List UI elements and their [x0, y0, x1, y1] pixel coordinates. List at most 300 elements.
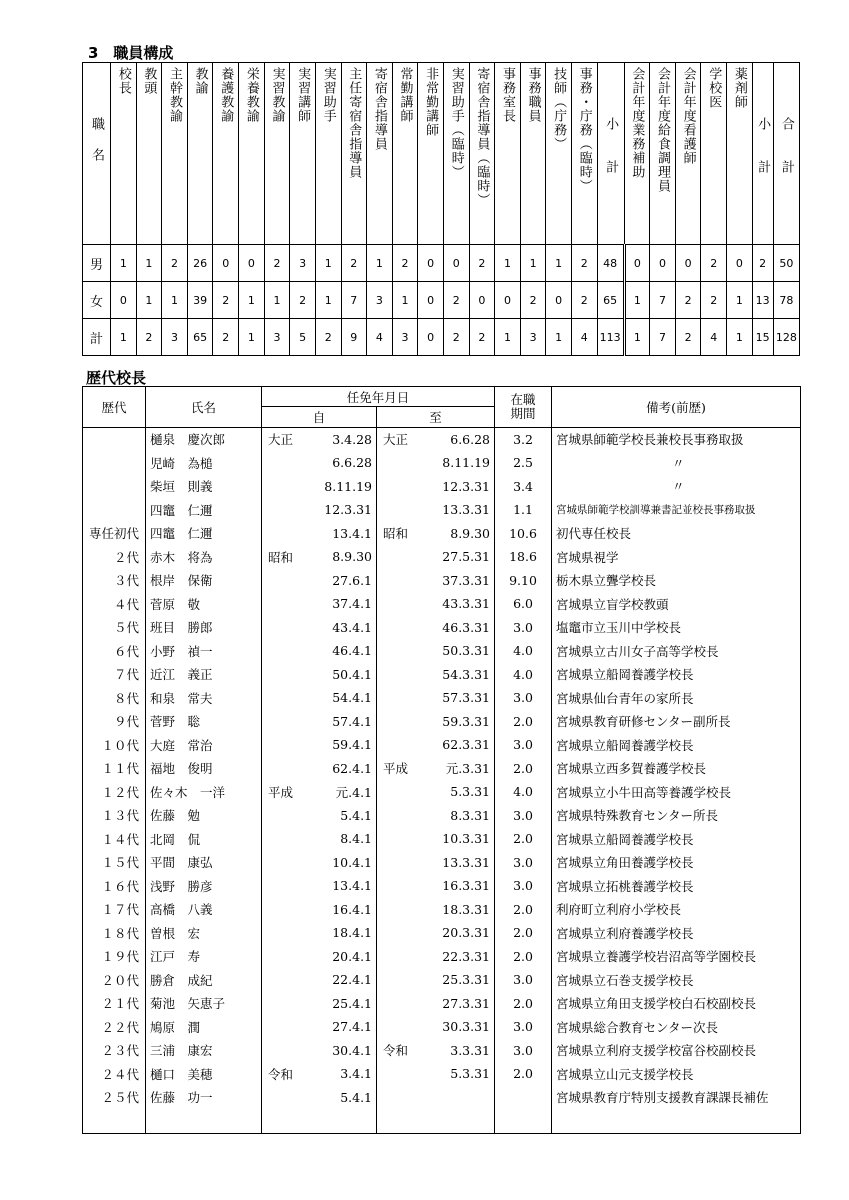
staff-cell: 2 [392, 245, 418, 282]
era-from-cell [262, 1086, 303, 1110]
col-remarks: 備考(前歴) [552, 387, 801, 428]
staff-cell: 0 [213, 245, 239, 282]
date-to-cell: 27.3.31 [418, 992, 495, 1016]
staff-col-header: 主任寄宿舎指導員 [341, 63, 367, 245]
generation-cell: ２３代 [83, 1039, 146, 1063]
staff-cell: 3 [367, 282, 393, 319]
remarks-cell: 宮城県特殊教育センター所長 [552, 804, 801, 828]
col-generation: 歴代 [83, 387, 146, 428]
staff-cell: 26 [187, 245, 213, 282]
staff-cell: 2 [520, 282, 546, 319]
generation-cell [83, 451, 146, 475]
staff-cell: 2 [341, 245, 367, 282]
principal-row [83, 498, 801, 522]
principal-row [83, 427, 801, 451]
name-cell: 根岸 保衛 [146, 569, 262, 593]
name-cell: 四竈 仁邇 [146, 498, 262, 522]
era-to-cell: 大正 [383, 432, 409, 448]
date-to-cell: 16.3.31 [418, 874, 495, 898]
staff-cell: 3 [392, 319, 418, 356]
tenure-cell: 2.0 [495, 1062, 552, 1086]
tenure-cell: 1.1 [495, 498, 552, 522]
staff-cell: 7 [650, 319, 676, 356]
generation-cell: １６代 [83, 874, 146, 898]
staff-cell: 0 [418, 282, 444, 319]
date-from-cell: 43.4.1 [303, 616, 377, 640]
staff-cell: 0 [111, 282, 137, 319]
era-to-cell [377, 945, 418, 969]
staff-cell: 2 [162, 245, 188, 282]
staff-col-header: 養護教諭 [213, 63, 239, 245]
tenure-cell: 2.0 [495, 827, 552, 851]
date-to-cell: 59.3.31 [418, 710, 495, 734]
staff-cell: 1 [546, 245, 572, 282]
filler-cell [377, 1109, 418, 1133]
date-from-cell: 5.4.1 [303, 1086, 377, 1110]
principal-row [83, 1062, 801, 1086]
remarks-cell: 宮城県立石巻支援学校長 [552, 968, 801, 992]
tenure-cell: 3.0 [495, 1015, 552, 1039]
staff-cell: 2 [213, 319, 239, 356]
staff-col-header: 小計 [597, 63, 624, 245]
date-to-cell: 8.9.30 [418, 522, 495, 546]
tenure-cell: 3.0 [495, 686, 552, 710]
tenure-cell: 2.0 [495, 945, 552, 969]
staff-cell: 2 [136, 319, 162, 356]
remarks-cell: 初代専任校長 [552, 522, 801, 546]
name-cell: 児崎 為槌 [146, 451, 262, 475]
staff-cell: 7 [650, 282, 676, 319]
col-from: 自 [262, 407, 377, 427]
principal-row [83, 945, 801, 969]
principal-row [83, 663, 801, 687]
staff-col-header: 寄宿舎指導員 [367, 63, 393, 245]
staff-col-header: 栄養教諭 [239, 63, 265, 245]
era-from-cell [262, 451, 303, 475]
filler-row [83, 1109, 801, 1133]
date-from-cell: 6.6.28 [303, 451, 377, 475]
remarks-cell: 宮城県立利府支援学校富谷校副校長 [552, 1039, 801, 1063]
staff-cell: 1 [624, 319, 650, 356]
staff-cell: 1 [727, 282, 753, 319]
principal-row [83, 757, 801, 781]
staff-cell: 0 [495, 282, 521, 319]
era-from-cell [262, 498, 303, 522]
staff-cell: 1 [111, 319, 137, 356]
date-to-cell: 元.3.31 [418, 757, 495, 781]
date-from-cell: 13.4.1 [303, 874, 377, 898]
era-from-cell [262, 569, 303, 593]
generation-cell: １２代 [83, 780, 146, 804]
date-from-cell: 22.4.1 [303, 968, 377, 992]
staff-cell: 2 [469, 319, 495, 356]
date-from-cell: 46.4.1 [303, 639, 377, 663]
staff-col-header: 会計年度業務補助 [624, 63, 650, 245]
date-from-cell: 54.4.1 [303, 686, 377, 710]
era-from-cell: 大正 [268, 432, 294, 448]
principal-row [83, 545, 801, 569]
name-cell: 赤木 将為 [146, 545, 262, 569]
name-cell: 大庭 常治 [146, 733, 262, 757]
staff-col-header: 常勤講師 [392, 63, 418, 245]
name-cell: 福地 俊明 [146, 757, 262, 781]
staff-col-header: 非常勤講師 [418, 63, 444, 245]
principal-row [83, 898, 801, 922]
staff-cell: 2 [290, 282, 316, 319]
tenure-cell: 4.0 [495, 639, 552, 663]
remarks-cell: 宮城県立小牛田高等養護学校長 [552, 780, 801, 804]
era-from-cell [262, 592, 303, 616]
generation-cell: ２代 [83, 545, 146, 569]
era-to-cell [377, 592, 418, 616]
staff-cell: 78 [773, 282, 799, 319]
era-to-cell [377, 1062, 418, 1086]
era-to-cell [377, 874, 418, 898]
staff-cell: 2 [675, 282, 701, 319]
staff-col-header: 実習助手 [315, 63, 341, 245]
era-to-cell [377, 475, 418, 499]
staff-col-header: 合計 [773, 63, 799, 245]
staff-cell: 1 [520, 245, 546, 282]
date-to-cell: 30.3.31 [418, 1015, 495, 1039]
col-to: 至 [377, 407, 495, 427]
tenure-cell: 10.6 [495, 522, 552, 546]
staff-col-header: 校長 [111, 63, 137, 245]
name-cell: 平間 康弘 [146, 851, 262, 875]
staff-cell: 5 [290, 319, 316, 356]
staff-cell: 2 [701, 245, 727, 282]
staff-cell: 2 [752, 245, 773, 282]
date-to-cell: 43.3.31 [418, 592, 495, 616]
generation-cell: ２１代 [83, 992, 146, 1016]
principal-row [83, 968, 801, 992]
staff-col-header: 実習講師 [290, 63, 316, 245]
staff-cell: 0 [443, 245, 469, 282]
era-from-cell [262, 639, 303, 663]
name-cell: 曽根 宏 [146, 921, 262, 945]
principal-row [83, 686, 801, 710]
generation-cell: ７代 [83, 663, 146, 687]
date-from-cell: 13.4.1 [303, 522, 377, 546]
tenure-cell: 3.0 [495, 851, 552, 875]
date-from-cell: 62.4.1 [303, 757, 377, 781]
staff-cell: 2 [315, 319, 341, 356]
staff-col-header: 技師（庁務） [546, 63, 572, 245]
generation-cell: １８代 [83, 921, 146, 945]
date-from-cell: 8.4.1 [303, 827, 377, 851]
staff-cell: 2 [571, 282, 597, 319]
filler-cell [146, 1109, 262, 1133]
col-name: 氏名 [146, 387, 262, 428]
generation-cell: ９代 [83, 710, 146, 734]
era-to-cell [377, 921, 418, 945]
name-cell: 佐藤 勉 [146, 804, 262, 828]
remarks-cell: 宮城県教育庁特別支援教育課課長補佐 [552, 1086, 801, 1110]
name-cell: 鳩原 潤 [146, 1015, 262, 1039]
principals-table [82, 386, 801, 1134]
staff-cell: 0 [624, 245, 650, 282]
staff-cell: 15 [752, 319, 773, 356]
staff-col-header: 薬剤師 [727, 63, 753, 245]
staff-cell: 0 [418, 319, 444, 356]
era-from-cell [262, 757, 303, 781]
staff-cell: 2 [469, 245, 495, 282]
remarks-cell: 宮城県立船岡養護学校長 [552, 663, 801, 687]
staff-col-header: 実習助手（臨時） [443, 63, 469, 245]
generation-cell: ８代 [83, 686, 146, 710]
staff-cell: 3 [264, 319, 290, 356]
section-title-staff: 3 職員構成 [88, 44, 174, 62]
staff-cell: 65 [597, 282, 624, 319]
era-to-cell [377, 569, 418, 593]
era-from-cell [262, 1039, 303, 1063]
staff-cell: 2 [443, 282, 469, 319]
staff-cell: 1 [367, 245, 393, 282]
principal-row [83, 710, 801, 734]
principal-row [83, 827, 801, 851]
remarks-cell: 宮城県立角田支援学校白石校副校長 [552, 992, 801, 1016]
era-to-cell [377, 968, 418, 992]
staff-cell: 2 [264, 245, 290, 282]
era-from-cell [262, 686, 303, 710]
date-to-cell: 25.3.31 [418, 968, 495, 992]
era-from-cell [262, 992, 303, 1016]
staff-cell: 0 [469, 282, 495, 319]
generation-cell: 専任初代 [83, 522, 146, 546]
date-to-cell: 62.3.31 [418, 733, 495, 757]
staff-cell: 1 [264, 282, 290, 319]
tenure-cell: 3.0 [495, 968, 552, 992]
staff-cell: 4 [701, 319, 727, 356]
era-from-cell: 平成 [268, 784, 294, 800]
remarks-cell: 宮城県師範学校長兼校長事務取扱 [552, 427, 801, 451]
date-to-cell: 46.3.31 [418, 616, 495, 640]
era-from-cell [262, 851, 303, 875]
name-cell: 勝倉 成紀 [146, 968, 262, 992]
remarks-cell: 宮城県立養護学校岩沼高等学園校長 [552, 945, 801, 969]
name-cell: 高橋 八義 [146, 898, 262, 922]
staff-cell: 7 [341, 282, 367, 319]
era-to-cell [377, 804, 418, 828]
remarks-cell: 宮城県視学 [552, 545, 801, 569]
staff-col-header: 事務職員 [520, 63, 546, 245]
date-to-cell: 5.3.31 [418, 780, 495, 804]
staff-cell: 1 [239, 282, 265, 319]
tenure-cell: 9.10 [495, 569, 552, 593]
date-from-cell: 27.4.1 [303, 1015, 377, 1039]
era-from-cell [262, 475, 303, 499]
date-to-cell: 37.3.31 [418, 569, 495, 593]
staff-cell: 2 [571, 245, 597, 282]
staff-cell: 3 [520, 319, 546, 356]
staff-row-header: 職名 [83, 63, 111, 245]
principal-row [83, 992, 801, 1016]
principal-row [83, 1086, 801, 1110]
staff-cell: 50 [773, 245, 799, 282]
principal-row [83, 522, 801, 546]
date-from-cell: 3.4.28 [303, 427, 377, 451]
remarks-cell: 宮城県総合教育センター次長 [552, 1015, 801, 1039]
generation-cell: ６代 [83, 639, 146, 663]
principal-row [83, 733, 801, 757]
generation-cell: ２５代 [83, 1086, 146, 1110]
era-from-cell: 令和 [268, 1066, 294, 1082]
staff-cell: 0 [650, 245, 676, 282]
date-from-cell: 16.4.1 [303, 898, 377, 922]
staff-cell: 1 [315, 282, 341, 319]
date-to-cell: 3.3.31 [418, 1039, 495, 1063]
staff-col-header: 小計 [752, 63, 773, 245]
date-to-cell: 6.6.28 [418, 427, 495, 451]
era-to-cell [377, 686, 418, 710]
generation-cell: ２２代 [83, 1015, 146, 1039]
staff-cell: 0 [546, 282, 572, 319]
era-from-cell [262, 522, 303, 546]
remarks-cell: 宮城県立利府養護学校長 [552, 921, 801, 945]
tenure-cell: 2.0 [495, 710, 552, 734]
generation-cell [83, 498, 146, 522]
era-to-cell [377, 663, 418, 687]
date-to-cell: 13.3.31 [418, 498, 495, 522]
tenure-cell: 3.4 [495, 475, 552, 499]
tenure-cell: 3.0 [495, 874, 552, 898]
era-to-cell: 昭和 [383, 526, 409, 542]
date-from-cell: 5.4.1 [303, 804, 377, 828]
staff-col-header: 主幹教諭 [162, 63, 188, 245]
staff-row-label: 男 [83, 245, 111, 282]
tenure-cell: 3.2 [495, 427, 552, 451]
remarks-cell: 宮城県教育研修センター副所長 [552, 710, 801, 734]
staff-cell: 0 [675, 245, 701, 282]
date-from-cell: 12.3.31 [303, 498, 377, 522]
remarks-cell: 〃 [552, 475, 801, 499]
name-cell: 樋泉 慶次郎 [146, 427, 262, 451]
staff-col-header: 実習教諭 [264, 63, 290, 245]
staff-cell: 2 [443, 319, 469, 356]
date-to-cell: 50.3.31 [418, 639, 495, 663]
tenure-cell: 3.0 [495, 616, 552, 640]
principal-row [83, 451, 801, 475]
name-cell: 浅野 勝彦 [146, 874, 262, 898]
era-to-cell [377, 851, 418, 875]
filler-cell [83, 1109, 146, 1133]
staff-cell: 1 [111, 245, 137, 282]
generation-cell: １９代 [83, 945, 146, 969]
name-cell: 近江 義正 [146, 663, 262, 687]
date-to-cell: 27.5.31 [418, 545, 495, 569]
principal-row [83, 921, 801, 945]
staff-cell: 1 [239, 319, 265, 356]
staff-cell: 9 [341, 319, 367, 356]
generation-cell: ３代 [83, 569, 146, 593]
generation-cell [83, 475, 146, 499]
era-to-cell [377, 639, 418, 663]
staff-cell: 48 [597, 245, 624, 282]
staff-cell: 0 [418, 245, 444, 282]
date-to-cell: 12.3.31 [418, 475, 495, 499]
name-cell: 菊池 矢恵子 [146, 992, 262, 1016]
section-title-principals: 歴代校長 [86, 369, 147, 387]
principal-row [83, 475, 801, 499]
name-cell: 江戸 寿 [146, 945, 262, 969]
staff-header-row [83, 63, 800, 245]
principal-row [83, 780, 801, 804]
date-from-cell: 8.11.19 [303, 475, 377, 499]
name-cell: 北岡 侃 [146, 827, 262, 851]
tenure-cell: 18.6 [495, 545, 552, 569]
remarks-cell: 宮城県師範学校訓導兼書記並校長事務取扱 [552, 498, 801, 522]
remarks-cell: 宮城県立角田養護学校長 [552, 851, 801, 875]
era-to-cell [377, 733, 418, 757]
col-term: 任免年月日 [262, 387, 495, 407]
name-cell: 和泉 常夫 [146, 686, 262, 710]
tenure-cell: 3.0 [495, 733, 552, 757]
staff-cell: 1 [495, 245, 521, 282]
tenure-cell: 3.0 [495, 804, 552, 828]
staff-cell: 4 [367, 319, 393, 356]
era-from-cell [262, 827, 303, 851]
era-from-cell [262, 616, 303, 640]
staff-cell: 1 [136, 282, 162, 319]
era-to-cell [377, 827, 418, 851]
staff-col-header: 教諭 [187, 63, 213, 245]
tenure-cell: 2.0 [495, 757, 552, 781]
staff-cell: 1 [546, 319, 572, 356]
staff-cell: 39 [187, 282, 213, 319]
filler-cell [303, 1109, 377, 1133]
staff-cell: 113 [597, 319, 624, 356]
generation-cell: ４代 [83, 592, 146, 616]
date-to-cell [418, 1086, 495, 1110]
date-from-cell: 25.4.1 [303, 992, 377, 1016]
era-to-cell [377, 992, 418, 1016]
remarks-cell: 〃 [552, 451, 801, 475]
era-to-cell [377, 545, 418, 569]
staff-cell: 2 [213, 282, 239, 319]
staff-col-header: 寄宿舎指導員（臨時） [469, 63, 495, 245]
staff-col-header: 教頭 [136, 63, 162, 245]
staff-data-row [83, 319, 800, 356]
era-to-cell [377, 616, 418, 640]
name-cell: 四竈 仁邇 [146, 522, 262, 546]
staff-cell: 1 [162, 282, 188, 319]
staff-col-header: 事務・庁務（臨時） [571, 63, 597, 245]
date-from-cell: 元.4.1 [303, 780, 377, 804]
principal-row [83, 851, 801, 875]
tenure-cell: 2.0 [495, 921, 552, 945]
era-to-cell [377, 780, 418, 804]
name-cell: 班目 勝郎 [146, 616, 262, 640]
date-from-cell: 57.4.1 [303, 710, 377, 734]
principal-row [83, 616, 801, 640]
date-to-cell: 54.3.31 [418, 663, 495, 687]
era-to-cell [377, 898, 418, 922]
staff-cell: 13 [752, 282, 773, 319]
date-to-cell: 57.3.31 [418, 686, 495, 710]
principal-row [83, 1015, 801, 1039]
staff-cell: 2 [675, 319, 701, 356]
era-to-cell [377, 451, 418, 475]
generation-cell: ２４代 [83, 1062, 146, 1086]
date-from-cell: 10.4.1 [303, 851, 377, 875]
tenure-cell: 2.0 [495, 898, 552, 922]
generation-cell: ５代 [83, 616, 146, 640]
era-to-cell: 令和 [383, 1043, 409, 1059]
staff-cell: 1 [624, 282, 650, 319]
date-from-cell: 20.4.1 [303, 945, 377, 969]
col-tenure: 在職期間 [495, 387, 552, 428]
remarks-cell: 栃木県立聾学校長 [552, 569, 801, 593]
